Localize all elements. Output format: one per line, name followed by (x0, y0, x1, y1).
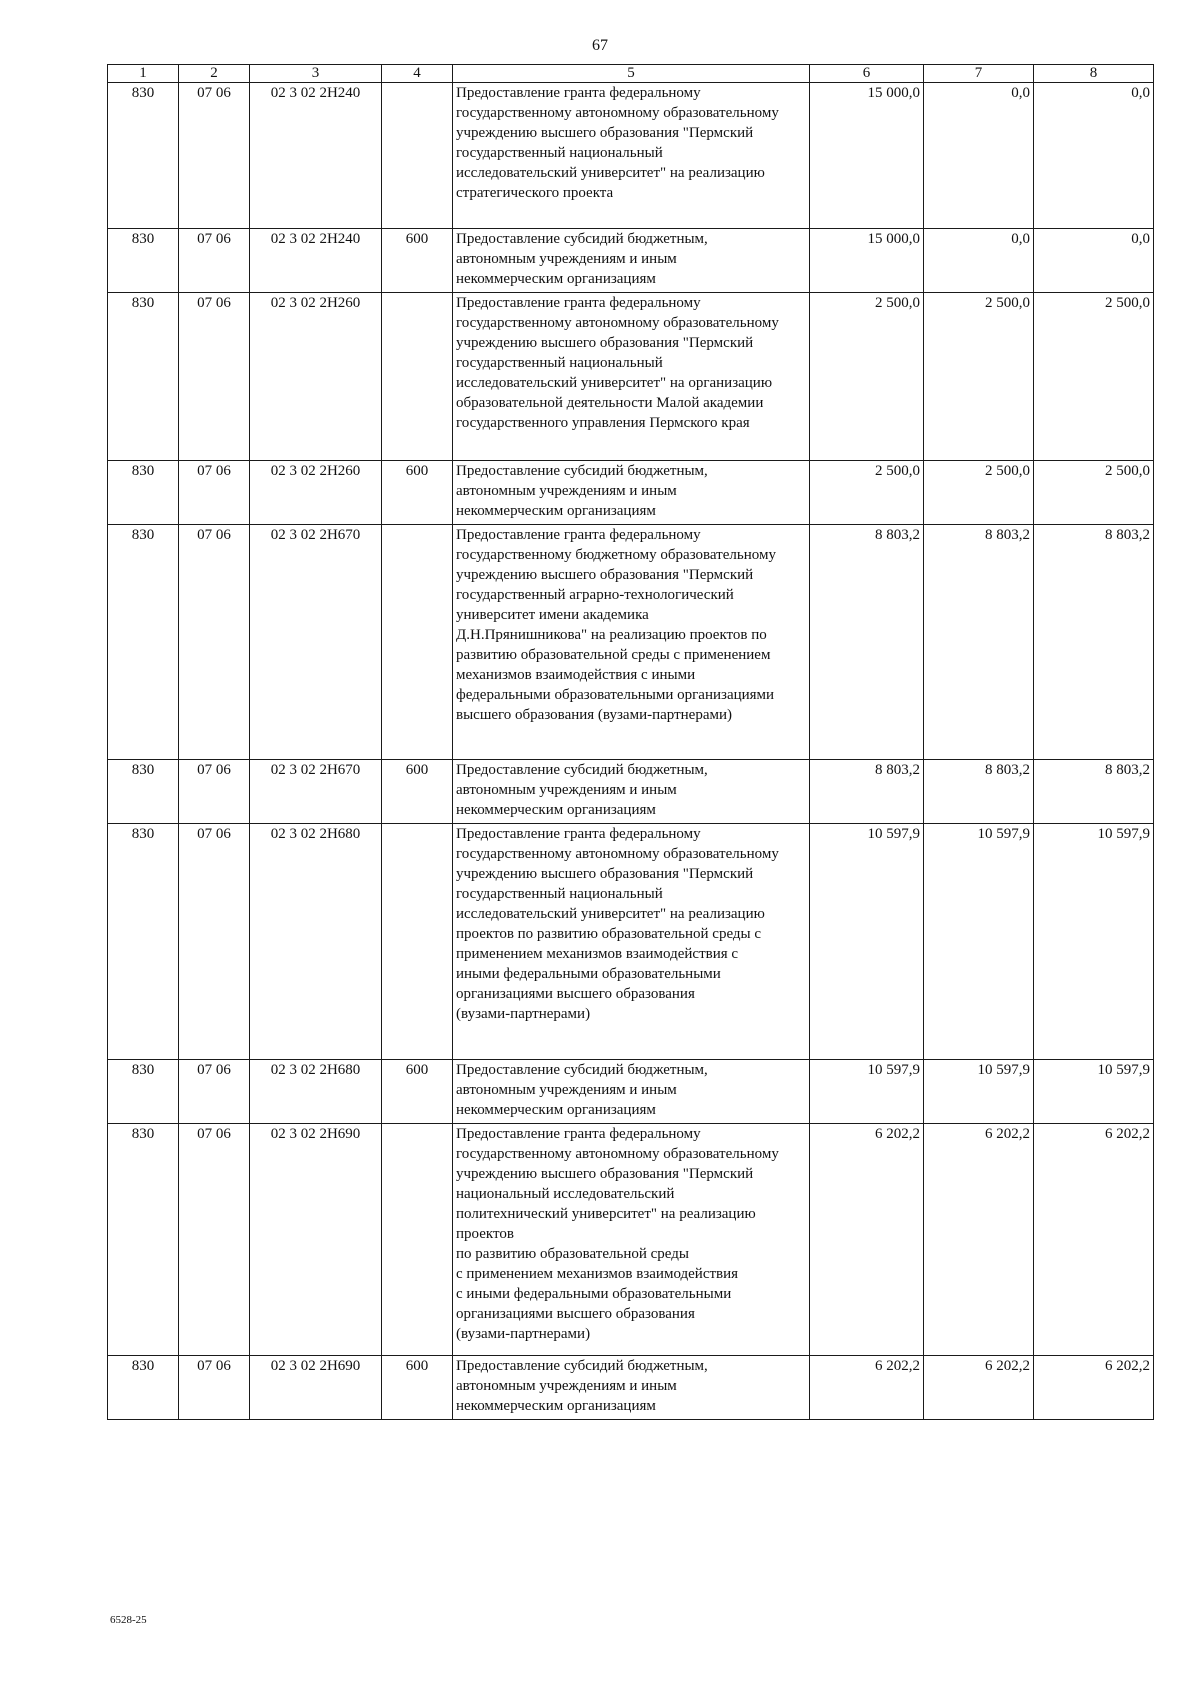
cell-amount-1: 8 803,2 (810, 760, 924, 824)
cell-ministry: 830 (108, 1060, 179, 1124)
cell-expense-type: 600 (382, 1060, 453, 1124)
table-row (108, 461, 1154, 525)
cell-amount-1: 15 000,0 (810, 83, 924, 229)
cell-amount-3: 10 597,9 (1034, 1060, 1154, 1124)
cell-description: Предоставление субсидий бюджетным, автономным учреждениям и иным некоммерческим организациям (453, 1356, 810, 1420)
header-row (108, 65, 1154, 83)
cell-amount-2: 8 803,2 (924, 525, 1034, 760)
cell-amount-3: 0,0 (1034, 83, 1154, 229)
cell-target-article: 02 3 02 2Н680 (250, 1060, 382, 1124)
table-row (108, 229, 1154, 293)
cell-section: 07 06 (179, 1060, 250, 1124)
col-header-2: 2 (179, 65, 250, 83)
cell-expense-type: 600 (382, 760, 453, 824)
cell-amount-2: 2 500,0 (924, 461, 1034, 525)
col-header-7: 7 (924, 65, 1034, 83)
cell-expense-type (382, 293, 453, 461)
cell-amount-2: 6 202,2 (924, 1124, 1034, 1356)
cell-amount-1: 10 597,9 (810, 824, 924, 1060)
cell-target-article: 02 3 02 2Н680 (250, 824, 382, 1060)
cell-expense-type: 600 (382, 461, 453, 525)
cell-target-article: 02 3 02 2Н240 (250, 229, 382, 293)
cell-expense-type: 600 (382, 229, 453, 293)
cell-amount-3: 8 803,2 (1034, 525, 1154, 760)
cell-ministry: 830 (108, 1356, 179, 1420)
cell-amount-1: 8 803,2 (810, 525, 924, 760)
cell-ministry: 830 (108, 760, 179, 824)
cell-section: 07 06 (179, 760, 250, 824)
cell-description: Предоставление субсидий бюджетным, автономным учреждениям и иным некоммерческим организациям (453, 760, 810, 824)
cell-amount-3: 10 597,9 (1034, 824, 1154, 1060)
cell-amount-1: 10 597,9 (810, 1060, 924, 1124)
budget-table (107, 64, 1154, 1420)
cell-description: Предоставление субсидий бюджетным, автономным учреждениям и иным некоммерческим организациям (453, 461, 810, 525)
cell-amount-2: 10 597,9 (924, 1060, 1034, 1124)
cell-description: Предоставление субсидий бюджетным, автономным учреждениям и иным некоммерческим организациям (453, 1060, 810, 1124)
cell-amount-2: 8 803,2 (924, 760, 1034, 824)
table-row (108, 83, 1154, 229)
table-row (108, 293, 1154, 461)
cell-amount-3: 0,0 (1034, 229, 1154, 293)
page-number: 67 (592, 37, 608, 54)
cell-amount-1: 15 000,0 (810, 229, 924, 293)
cell-amount-3: 6 202,2 (1034, 1356, 1154, 1420)
table-row (108, 760, 1154, 824)
col-header-1: 1 (108, 65, 179, 83)
cell-description: Предоставление субсидий бюджетным, автономным учреждениям и иным некоммерческим организациям (453, 229, 810, 293)
table-row (108, 525, 1154, 760)
cell-ministry: 830 (108, 229, 179, 293)
table-row (108, 1356, 1154, 1420)
cell-amount-2: 0,0 (924, 83, 1034, 229)
cell-ministry: 830 (108, 525, 179, 760)
cell-ministry: 830 (108, 83, 179, 229)
cell-expense-type (382, 1124, 453, 1356)
cell-section: 07 06 (179, 229, 250, 293)
cell-amount-3: 2 500,0 (1034, 461, 1154, 525)
cell-expense-type (382, 525, 453, 760)
cell-target-article: 02 3 02 2Н670 (250, 760, 382, 824)
table-row (108, 824, 1154, 1060)
cell-target-article: 02 3 02 2Н670 (250, 525, 382, 760)
cell-amount-3: 6 202,2 (1034, 1124, 1154, 1356)
cell-section: 07 06 (179, 293, 250, 461)
document-code: 6528-25 (110, 1614, 147, 1626)
col-header-6: 6 (810, 65, 924, 83)
table-row (108, 1124, 1154, 1356)
cell-section: 07 06 (179, 525, 250, 760)
cell-expense-type (382, 824, 453, 1060)
cell-section: 07 06 (179, 461, 250, 525)
cell-amount-1: 2 500,0 (810, 293, 924, 461)
cell-section: 07 06 (179, 1124, 250, 1356)
cell-target-article: 02 3 02 2Н260 (250, 293, 382, 461)
cell-target-article: 02 3 02 2Н690 (250, 1124, 382, 1356)
cell-target-article: 02 3 02 2Н690 (250, 1356, 382, 1420)
cell-amount-1: 6 202,2 (810, 1124, 924, 1356)
cell-section: 07 06 (179, 1356, 250, 1420)
cell-expense-type (382, 83, 453, 229)
cell-description: Предоставление гранта федеральному государственному автономному образовательному учреждению высшего образования "Пермский государственный национальный исследовательский университет" на реализацию проектов по развитию образовательной среды с применением механизмов взаимодействия с иными федеральными образовательными организациями высшего образования (вузами-партнерами) (453, 824, 810, 1060)
cell-ministry: 830 (108, 1124, 179, 1356)
table-row (108, 1060, 1154, 1124)
col-header-3: 3 (250, 65, 382, 83)
col-header-5: 5 (453, 65, 810, 83)
cell-expense-type: 600 (382, 1356, 453, 1420)
cell-amount-2: 6 202,2 (924, 1356, 1034, 1420)
cell-ministry: 830 (108, 293, 179, 461)
cell-amount-2: 0,0 (924, 229, 1034, 293)
cell-section: 07 06 (179, 83, 250, 229)
cell-amount-2: 10 597,9 (924, 824, 1034, 1060)
cell-amount-3: 8 803,2 (1034, 760, 1154, 824)
cell-description: Предоставление гранта федеральному государственному автономному образовательному учреждению высшего образования "Пермский государственный национальный исследовательский университет" на организацию образовательной деятельности Малой академии государственного управления Пермского края (453, 293, 810, 461)
cell-target-article: 02 3 02 2Н240 (250, 83, 382, 229)
cell-amount-2: 2 500,0 (924, 293, 1034, 461)
cell-amount-3: 2 500,0 (1034, 293, 1154, 461)
cell-description: Предоставление гранта федеральному государственному бюджетному образовательному учреждению высшего образования "Пермский государственный аграрно-технологический университет имени академика Д.Н.Прянишникова" на реализацию проектов по развитию образовательной среды с применением механизмов взаимодействия с иными федеральными образовательными организациями высшего образования (вузами-партнерами) (453, 525, 810, 760)
cell-amount-1: 2 500,0 (810, 461, 924, 525)
cell-description: Предоставление гранта федеральному государственному автономному образовательному учреждению высшего образования "Пермский национальный исследовательский политехнический университет" на реализацию проектов по развитию образовательной среды с применением механизмов взаимодействия с иными федеральными образовательными организациями высшего образования (вузами-партнерами) (453, 1124, 810, 1356)
cell-target-article: 02 3 02 2Н260 (250, 461, 382, 525)
cell-section: 07 06 (179, 824, 250, 1060)
cell-ministry: 830 (108, 461, 179, 525)
cell-ministry: 830 (108, 824, 179, 1060)
cell-amount-1: 6 202,2 (810, 1356, 924, 1420)
cell-description: Предоставление гранта федеральному государственному автономному образовательному учреждению высшего образования "Пермский государственный национальный исследовательский университет" на реализацию стратегического проекта (453, 83, 810, 229)
col-header-8: 8 (1034, 65, 1154, 83)
col-header-4: 4 (382, 65, 453, 83)
